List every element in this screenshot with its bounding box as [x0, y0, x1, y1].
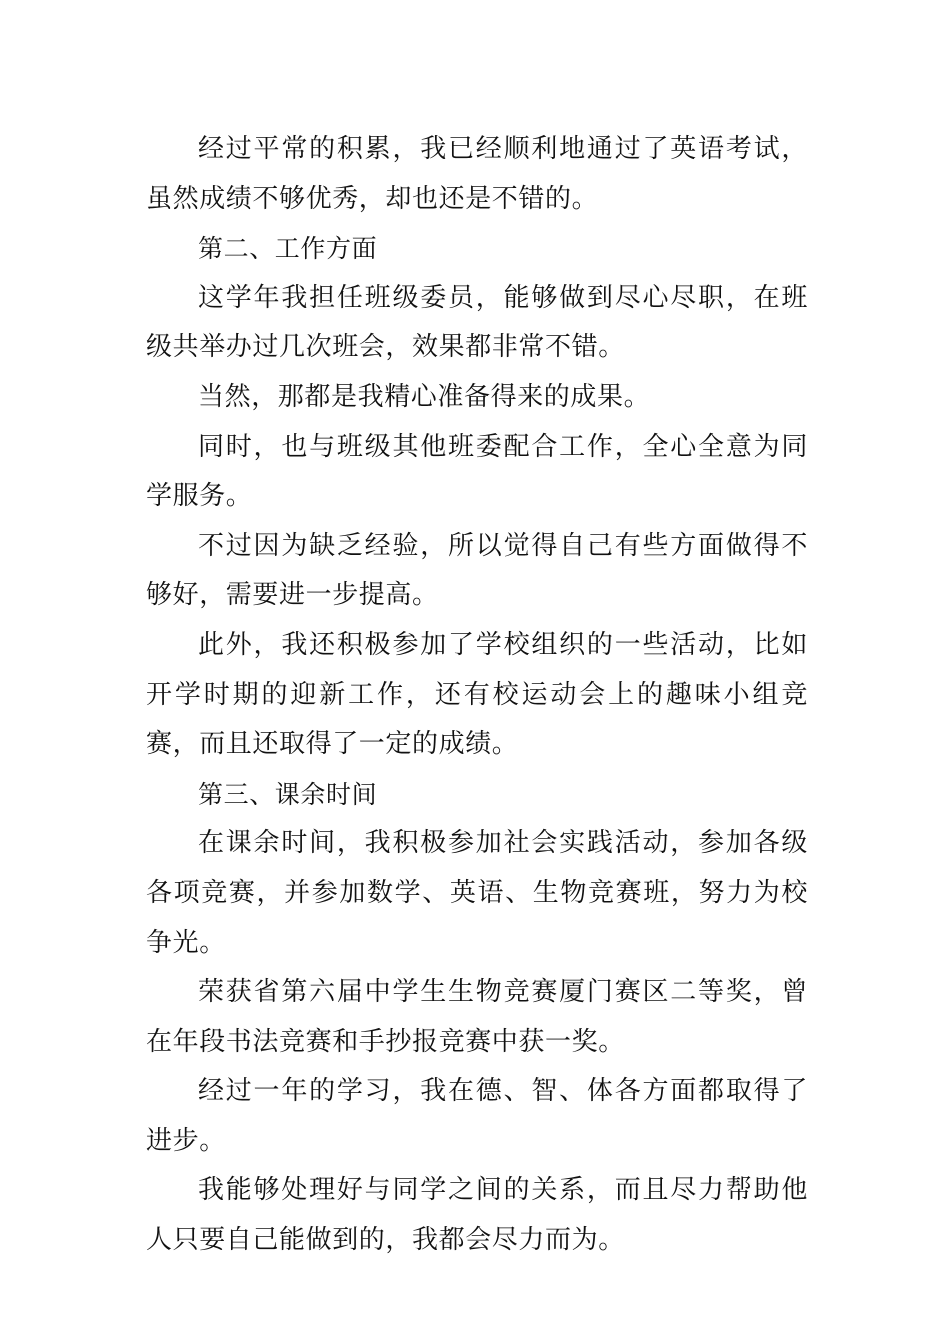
paragraph-social-practice: 在课余时间，我积极参加社会实践活动，参加各级各项竞赛，并参加数学、英语、生物竞赛班，努力为校争光。 [146, 828, 808, 958]
paragraph-awards: 荣获省第六届中学生生物竞赛厦门赛区二等奖，曾在年段书法竞赛和手抄报竞赛中获一奖。 [146, 977, 808, 1057]
paragraph-cooperation: 同时，也与班级其他班委配合工作，全心全意为同学服务。 [146, 431, 808, 512]
section-heading-spare-time: 第三、课余时间 [198, 779, 378, 809]
document-body [146, 125, 808, 1266]
section-heading-work: 第二、工作方面 [198, 234, 378, 264]
paragraph-class-committee: 这学年我担任班级委员，能够做到尽心尽职，在班级共举办过几次班会，效果都非常不错。 [146, 282, 808, 363]
paragraph-relationships: 我能够处理好与同学之间的关系，而且尽力帮助他人只要自己能做到的，我都会尽力而为。 [146, 1175, 808, 1256]
paragraph-improvement: 不过因为缺乏经验，所以觉得自己有些方面做得不够好，需要进一步提高。 [146, 530, 808, 611]
paragraph-english-exam: 经过平常的积累，我已经顺利地通过了英语考试，虽然成绩不够优秀，却也还是不错的。 [146, 134, 808, 214]
paragraph-progress: 经过一年的学习，我在德、智、体各方面都取得了进步。 [146, 1076, 808, 1156]
paragraph-results: 当然，那都是我精心准备得来的成果。 [198, 381, 651, 412]
paragraph-activities: 此外，我还积极参加了学校组织的一些活动，比如开学时期的迎新工作，还有校运动会上的趣味小组竞赛，而且还取得了一定的成绩。 [146, 629, 808, 760]
